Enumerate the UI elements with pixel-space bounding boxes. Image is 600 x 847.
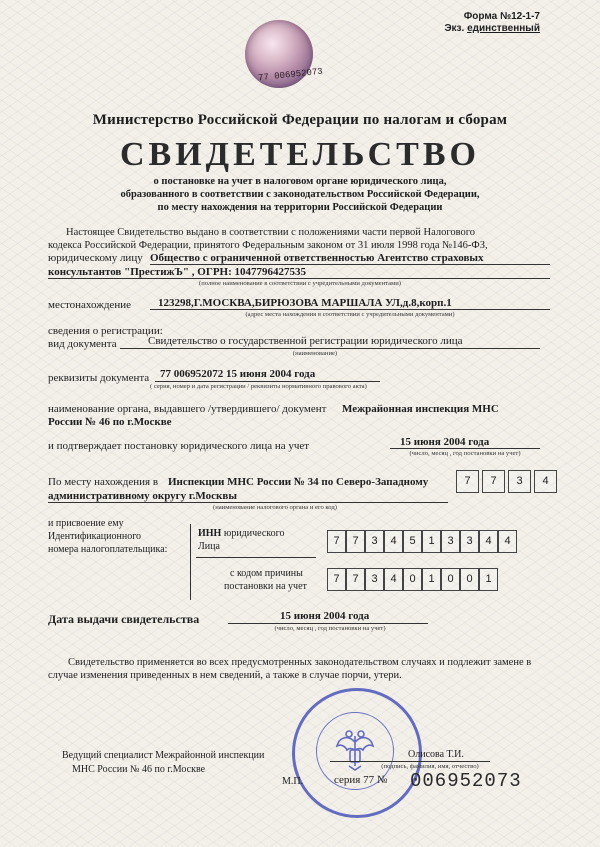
issuing-body-value-cont: России № 46 по г.Москве [48, 416, 172, 428]
inn-label [198, 528, 284, 539]
requisites-caption: ( серия, номер и дата регистрации / реквизиты нормативного правового акта) [150, 383, 367, 390]
inn-digit: 1 [422, 530, 441, 553]
doc-type-value: Свидетельство о государственной регистрации юридического лица [148, 335, 463, 347]
tax-code-digit: 3 [508, 470, 531, 493]
location-label: местонахождение [48, 299, 131, 311]
registration-label: сведения о регистрации: [48, 325, 163, 337]
kpp-digit: 0 [441, 568, 460, 591]
inn-digit: 4 [479, 530, 498, 553]
org-name: Общество с ограниченной ответственностью Агентство страховых [150, 252, 484, 264]
location-caption: (адрес места нахождения в соответствии с учредительными документами) [245, 311, 455, 318]
kpp-digit: 3 [365, 568, 384, 591]
notice-line: Свидетельство применяется во всех предусмотренных законодательством случаях и подлежит замене в [68, 657, 532, 668]
inn-digit: 5 [403, 530, 422, 553]
serial-number: 006952073 [410, 770, 522, 792]
kpp-digit: 7 [346, 568, 365, 591]
issuing-body-value: Межрайонная инспекция МНС [342, 403, 499, 415]
assignment-line: Идентификационного [48, 531, 142, 542]
hologram-number: 77 006952073 [257, 66, 324, 84]
tax-office-label: По месту нахождения в [48, 476, 159, 488]
intro-line: кодекса Российской Федерации, принятого Федеральным законом от 31 июля 1998 года №146-ФЗ, [48, 240, 488, 251]
tax-code-digit: 7 [482, 470, 505, 493]
underline [150, 264, 550, 265]
inn-digit: 3 [365, 530, 384, 553]
requisites-value: 77 006952072 15 июня 2004 года [160, 368, 316, 380]
confirm-label: и подтверждает постановку юридического лица на учет [48, 440, 310, 452]
tax-office-value-cont: административному округу г.Москвы [48, 490, 237, 502]
kpp-digit: 1 [479, 568, 498, 591]
copy-info [444, 23, 540, 34]
kpp-digit: 7 [327, 568, 346, 591]
inn-digit: 3 [441, 530, 460, 553]
doc-type-label: вид документа [48, 338, 117, 350]
inn-digit: 3 [460, 530, 479, 553]
tax-code-digit: 7 [456, 470, 479, 493]
issue-date-value: 15 июня 2004 года [280, 610, 370, 622]
kpp-label-line1: с кодом причины [230, 568, 303, 579]
confirm-caption: (число, месяц , год постановки на учет) [409, 450, 521, 457]
inn-label-bold: ИНН [198, 528, 222, 539]
org-name-cont: консультантов "ПрестижЪ" , ОГРН: 1047796427535 [48, 266, 307, 278]
underline [196, 557, 316, 558]
tax-office-value: Инспекции МНС России № 34 по Северо-Западному [168, 476, 429, 488]
underline [48, 502, 448, 503]
inn-label-rest: юридического [221, 528, 285, 539]
signer-position: Ведущий специалист Межрайонной инспекции [62, 750, 265, 761]
tax-code-digit: 4 [534, 470, 557, 493]
bracket-line [190, 524, 191, 600]
signature-caption: (подпись, фамилия, имя, отчество) [381, 763, 479, 770]
org-label: юридическому лицу [48, 252, 143, 264]
underline [150, 309, 550, 310]
kpp-digit: 0 [403, 568, 422, 591]
copy-value: единственный [467, 23, 540, 34]
issue-date-label: Дата выдачи свидетельства [48, 612, 200, 626]
tax-office-caption: (наименование налогового органа и его код) [213, 504, 337, 511]
requisites-label: реквизиты документа [48, 372, 150, 384]
mp-label: М.П. [282, 776, 304, 787]
location-value: 123298,Г.МОСКВА,БИРЮЗОВА МАРШАЛА УЛ,д.8,корп.1 [158, 297, 452, 309]
signer-name: Олисова Т.И. [408, 749, 464, 760]
inn-digit: 7 [346, 530, 365, 553]
inn-label-line2: Лица [198, 541, 220, 552]
assignment-line: и присвоение ему [48, 518, 124, 529]
org-caption: (полное наименование в соответствии с учредительными документами) [199, 280, 401, 287]
underline [330, 761, 490, 762]
underline [390, 448, 540, 449]
underline [48, 278, 550, 279]
underline [120, 348, 540, 349]
document-title: СВИДЕТЕЛЬСТВО [120, 136, 480, 173]
issue-date-caption: (число, месяц , год постановки на учет) [274, 625, 386, 632]
intro-line: Настоящее Свидетельство выдано в соответствии с положениями части первой Налогового [66, 227, 476, 238]
copy-label: Экз. [444, 23, 465, 34]
subtitle-line: образованного в соответствии с законодательством Российской Федерации, [120, 189, 480, 200]
underline [155, 381, 380, 382]
kpp-digit: 1 [422, 568, 441, 591]
kpp-label-line2: постановки на учет [224, 581, 307, 592]
underline [228, 623, 428, 624]
assignment-line: номера налогоплательщика: [48, 544, 168, 555]
inn-digit: 7 [327, 530, 346, 553]
series-label: серия 77 № [334, 774, 388, 786]
inn-digit: 4 [384, 530, 403, 553]
subtitle-line: о постановке на учет в налоговом органе юридического лица, [153, 176, 447, 187]
subtitle-line: по месту нахождения на территории Российской Федерации [157, 202, 443, 213]
ministry-name: Министерство Российской Федерации по налогам и сборам [92, 112, 508, 128]
kpp-digit: 4 [384, 568, 403, 591]
doc-type-caption: (наименование) [292, 350, 338, 357]
confirm-date: 15 июня 2004 года [400, 436, 490, 448]
form-number: Форма №12-1-7 [463, 11, 540, 22]
inn-digit: 4 [498, 530, 517, 553]
signer-position-cont: МНС России № 46 по г.Москве [72, 764, 206, 775]
notice-line: случае изменения приведенных в нем сведений, а также в случае порчи, утери. [48, 670, 402, 681]
kpp-digit: 0 [460, 568, 479, 591]
issuing-body-label: наименование органа, выдавшего /утвердившего/ документ [48, 403, 327, 415]
